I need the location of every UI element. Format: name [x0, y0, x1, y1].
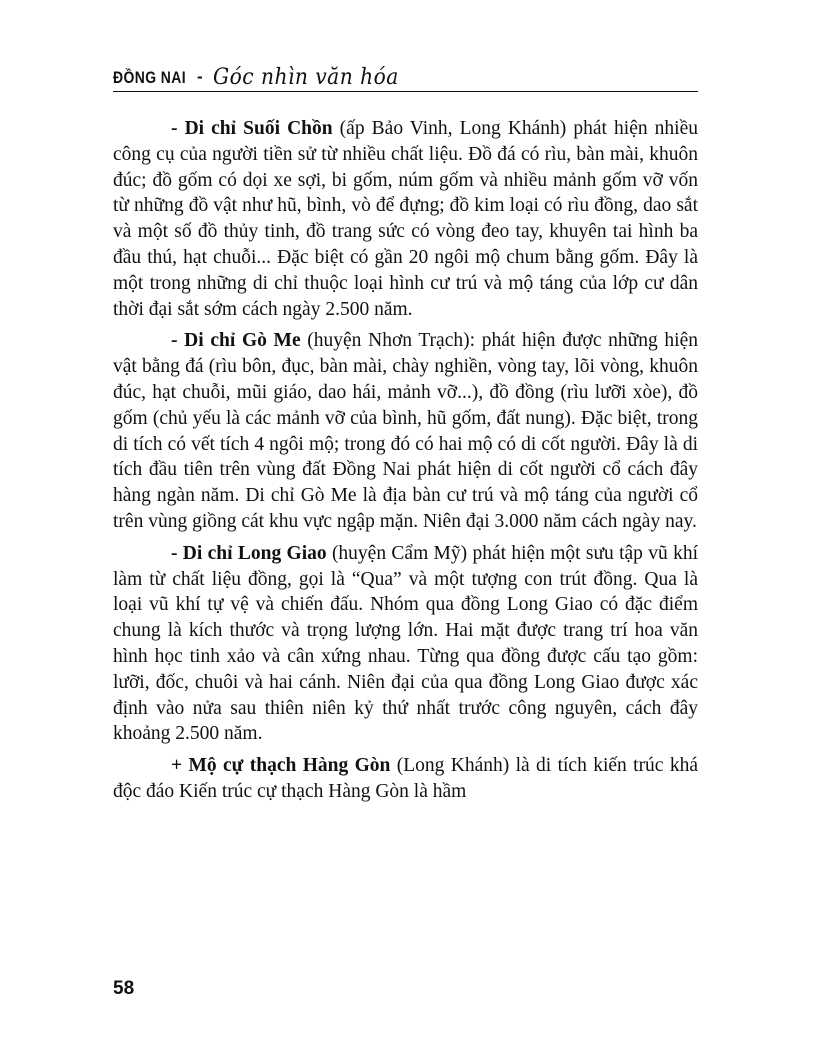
running-header: [113, 62, 698, 92]
header-rule: [113, 91, 698, 92]
paragraph-go-me: [113, 328, 698, 534]
page-number: 58: [113, 978, 135, 999]
paragraph-text: (huyện Nhơn Trạch): phát hiện được những hiện vật bằng đá (rìu bôn, đục, bàn mài, chày nghiền, vòng tay, lõi vòng, khuôn đúc, hạt chuỗi, mũi giáo, dao hái, mảnh vỡ...), đồ đồng (rìu lưỡi xòe), đồ gốm (chủ yếu là các mảnh vỡ của bình, hũ gốm, đất nung). Đặc biệt, trong di tích có vết tích 4 ngôi mộ; trong đó có hai mộ có di cốt người. Đây là di tích đầu tiên trên vùng đất Đồng Nai phát hiện di cốt người cổ cách đây hàng ngàn năm. Di chỉ Gò Me là địa bàn cư trú và mộ táng của người cổ trên vùng giồng cát khu vực ngập mặn. Niên đại 3.000 năm cách ngày nay.: [113, 330, 698, 532]
paragraph-long-giao: [113, 541, 698, 747]
paragraph-text: (huyện Cẩm Mỹ) phát hiện một sưu tập vũ khí làm từ chất liệu đồng, gọi là “Qua” và một tượng con trút đồng. Qua là loại vũ khí tự vệ và chiến đấu. Nhóm qua đồng Long Giao có đặc điểm chung là kích thước và trọng lượng lớn. Hai mặt được trang trí hoa văn hình học tinh xảo và cân xứng nhau. Từng qua đồng được cấu tạo gồm: lưỡi, đốc, chuôi và hai cánh. Niên đại của qua đồng Long Giao được xác định vào nửa sau thiên niên kỷ thứ nhất trước công nguyên, cách đây khoảng 2.500 năm.: [113, 542, 698, 745]
book-subtitle: Góc nhìn văn hóa: [213, 65, 399, 90]
paragraph-hang-gon: [113, 753, 698, 805]
paragraph-lead: - Di chỉ Long Giao: [171, 542, 327, 564]
paragraph-text: (ấp Bảo Vinh, Long Khánh) phát hiện nhiều công cụ của người tiền sử từ nhiều chất liệu. Đồ đá có rìu, bàn mài, khuôn đúc; đồ gốm có dọi xe sợi, bi gốm, núm gốm và nhiều mảnh gốm vỡ vốn từ những đồ vật như hũ, bình, vò để đựng; đồ kim loại có rìu đồng, dao sắt và một số đồ thủy tinh, đồ trang sức có vòng đeo tay, khuyên tai hình ba đầu thú, hạt chuỗi... Đặc biệt có gần 20 ngôi mộ chum bằng gốm. Đây là một trong những di chỉ thuộc loại hình cư trú và mộ táng của lớp cư dân thời đại sắt sớm cách ngày 2.500 năm.: [113, 118, 698, 320]
book-title: ĐỒNG NAI: [113, 68, 186, 87]
paragraph-lead: - Di chỉ Suối Chồn: [171, 118, 333, 139]
paragraph-text: (Long Khánh) là di tích kiến trúc khá độc đáo Kiến trúc cự thạch Hàng Gòn là hầm: [113, 755, 698, 802]
header-separator: -: [197, 67, 203, 86]
body-text: [113, 116, 698, 811]
paragraph-lead: + Mộ cự thạch Hàng Gòn: [171, 755, 391, 777]
paragraph-lead: - Di chỉ Gò Me: [171, 330, 301, 352]
paragraph-suoi-chon: [113, 116, 698, 322]
